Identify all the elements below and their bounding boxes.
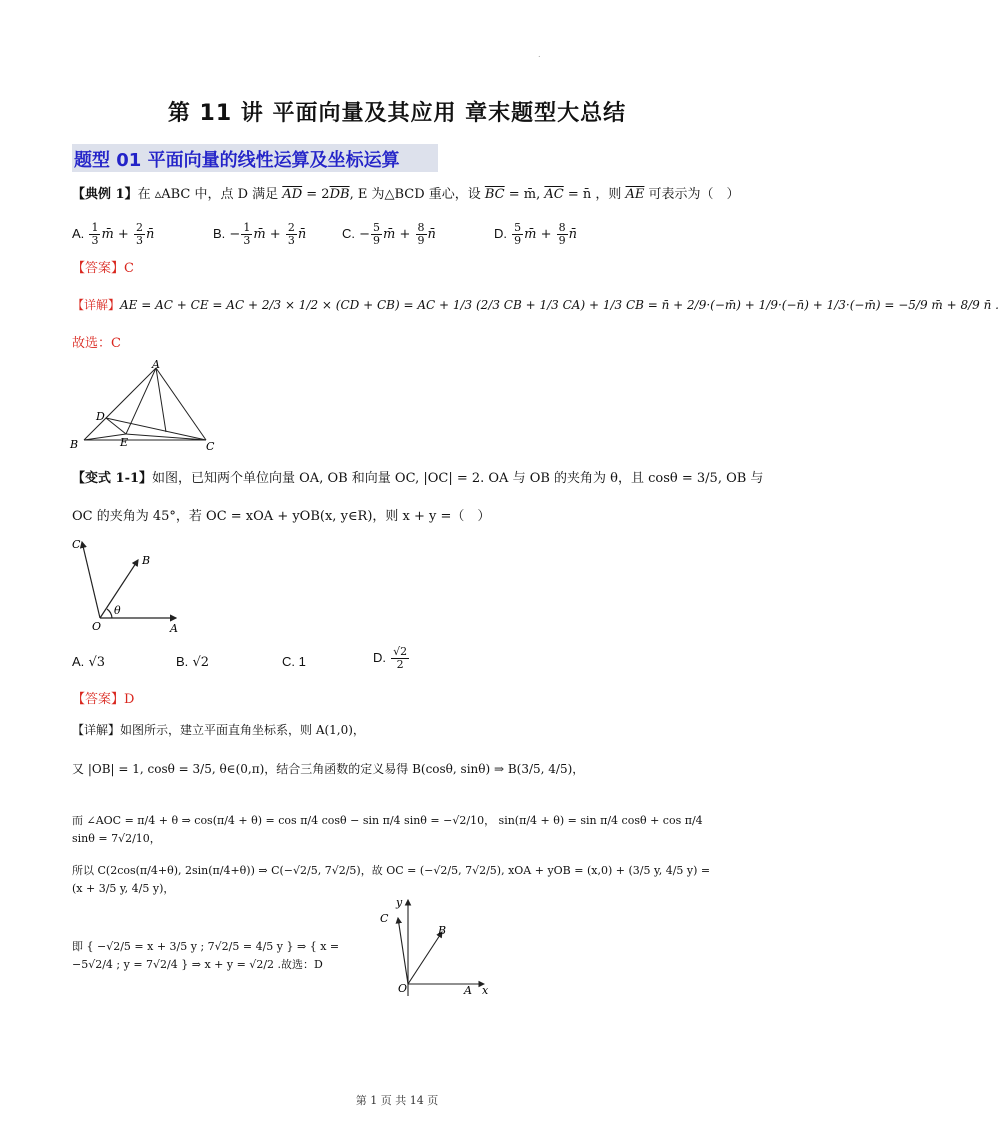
- q2-tag: 【变式 1-1】: [72, 471, 153, 486]
- q2-fig2-label-o: O: [398, 982, 408, 995]
- q1-option-c[interactable]: C. − $\frac{5}{9}$ m̄ + $\frac{8}{9}$ n̄: [342, 221, 436, 247]
- q1-detail: [72, 296, 999, 314]
- q2-fig2-label-y: y: [396, 896, 403, 909]
- q2-fig2-label-b: B: [438, 924, 447, 937]
- q1-label-d: D: [96, 410, 105, 423]
- q2-fig1-label-c: C: [72, 538, 81, 551]
- q2-fig2-label-a: A: [464, 984, 472, 997]
- q2-option-a[interactable]: A. √3: [72, 654, 105, 670]
- q1-detail-expr: AE = AC + CE = AC + 2/3 × 1/2 × (CD + CB) = AC + 1/3 (2/3 CB + 1/3 CA) + 1/3 CB = n̄ + 2/9·(−m̄) + 1/9·(−n̄) + 1/3·(−m̄) = −5/9 m̄ + 8/9 n̄ .: [120, 298, 999, 312]
- q2-answer: 【答案】D: [72, 692, 135, 707]
- q1-stem: 【典例 1】在 ▵ABC 中，点 D 满足 $\overline{AD} = 2\overline{DB}$, E 为△BCD 重心，设 $\overline{BC}$ = m̄, $\overline{AC}$ = n̄ ，则 $\overline{AE}$ 可表示为（ ）: [72, 187, 740, 202]
- page-corner-mark: .: [538, 50, 541, 59]
- q2-vector-figure: [66, 534, 196, 634]
- q2-option-b[interactable]: B. √2: [176, 654, 209, 670]
- q1-detail-tag: 【详解】: [72, 298, 121, 312]
- q1-tag: 【典例 1】: [72, 187, 138, 202]
- q2-fig1-label-b: B: [142, 554, 151, 567]
- q1-triangle-figure: [66, 360, 226, 452]
- q2-detail-2: 又 |OB| = 1, cosθ = 3/5, θ∈(0,π)，结合三角函数的定义易得 B(cosθ, sinθ) ⇒ B(3/5, 4/5)，: [72, 762, 585, 776]
- q1-label-e: E: [120, 436, 129, 449]
- q2-fig1-label-o: O: [92, 620, 102, 633]
- q2-detail-1: 【详解】如图所示，建立平面直角坐标系，则 A(1,0)，: [72, 723, 365, 737]
- q2-detail-4: 所以 C(2cos(π/4+θ), 2sin(π/4+θ)) ⇒ C(−√2/5, 7√2/5)，故 OC = (−√2/5, 7√2/5), xOA + yOB = (x,0) + (3/5 y, 4/5 y) = (x + 3/5 y, 4/5 y)，: [72, 864, 711, 895]
- q2-fig2-label-c: C: [380, 912, 389, 925]
- q1-label-c: C: [206, 440, 215, 453]
- q2-stem-line2: OC 的夹角为 45°，若 OC = xOA + yOB(x, y∈R)，则 x + y =（ ）: [72, 509, 491, 524]
- q2-detail-3: 而 ∠AOC = π/4 + θ ⇒ cos(π/4 + θ) = cos π/4 cosθ − sin π/4 sinθ = −√2/10， sin(π/4 + θ) = sin π/4 cosθ + cos π/4 sinθ = 7√2/10，: [72, 814, 703, 845]
- q1-label-a: A: [152, 358, 160, 371]
- page-title: 第 11 讲 平面向量及其应用 章末题型大总结: [167, 101, 627, 126]
- section-heading-text: 题型 01 平面向量的线性运算及坐标运算: [74, 150, 400, 171]
- q1-choose: 故选：C: [72, 336, 121, 351]
- q2-fig1-label-theta: θ: [114, 604, 121, 617]
- section-heading: [72, 144, 438, 172]
- q2-option-d[interactable]: D. $\frac{√2}{2}$: [373, 645, 408, 671]
- q2-stem-line1: 【变式 1-1】如图，已知两个单位向量 OA, OB 和向量 OC, |OC| = 2. OA 与 OB 的夹角为 θ，且 cosθ = 3/5, OB 与: [72, 471, 764, 486]
- q2-fig2-label-x: x: [482, 984, 489, 997]
- q1-answer: 【答案】C: [72, 261, 134, 276]
- q1-option-d[interactable]: D. $\frac{5}{9}$ m̄ + $\frac{8}{9}$ n̄: [494, 221, 578, 247]
- q2-coordinate-figure: [372, 896, 496, 1000]
- q2-fig1-label-a: A: [170, 622, 178, 635]
- q1-label-b: B: [70, 438, 79, 451]
- page-footer: 第 1 页 共 14 页: [355, 1094, 439, 1107]
- q2-option-c[interactable]: C. 1: [282, 654, 306, 669]
- q1-option-a[interactable]: A. $\frac{1}{3}$ m̄ + $\frac{2}{3}$ n̄: [72, 221, 155, 247]
- q2-detail-5: 即 { −√2/5 = x + 3/5 y ; 7√2/5 = 4/5 y } ⇒ { x = −5√2/4 ; y = 7√2/4 } ⇒ x + y = √2/2 .故选：D: [72, 940, 340, 971]
- q1-option-b[interactable]: B. − $\frac{1}{3}$ m̄ + $\frac{2}{3}$ n̄: [213, 221, 307, 247]
